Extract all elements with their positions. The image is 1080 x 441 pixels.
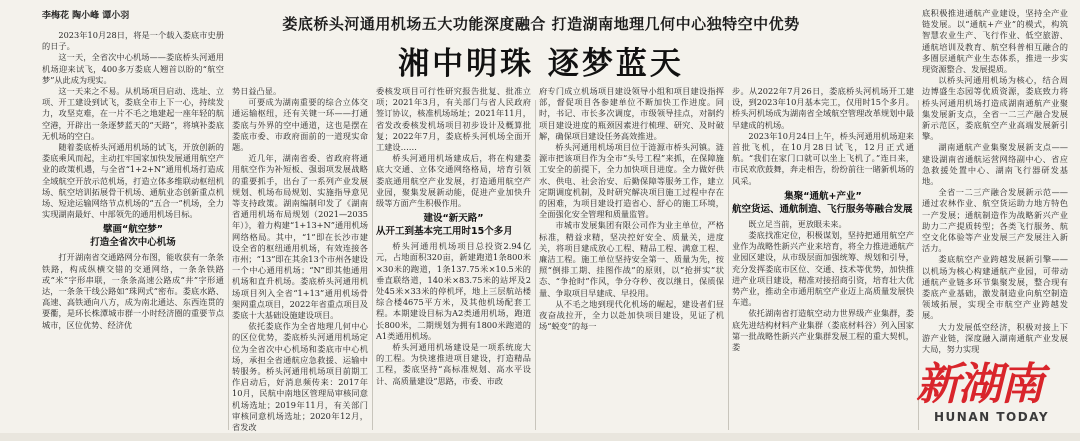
subheading-line: 擘画“航空梦” <box>103 224 163 236</box>
footer-strip <box>0 433 1080 441</box>
paragraph: 近几年，湖南省委、省政府将通用航空作为补短板、强弱项发展战略的重要抓手，出台了一系列产业发展规划、机场布局规划、实施指导意见等支持政策。湖南编制印发了《湖南省通用机场布局规划（2021—2035年）》，着力构建“1+13+N”通用机场网络格局。其中，“1”即在长沙市建设全省的枢纽通用机场，有效连接各市州；“13”即在其余13个市州各建设一个中心通用机场；“N”即其他通用机场和直升机场。娄底桥头河通用机场项目列入全省“1+13”通用机场骨架网重点项目，2022年省重点项目及娄底十大基础设施建设项目。 <box>232 153 368 321</box>
hunan-today-watermark <box>916 360 1066 430</box>
paragraph: 全省一二三产融合发展新示范——通过农林作业、航空货运助力地方特色一产发展；通航制造作为战略新兴产业助力二产提质转型；各类飞行服务、航空文化体验等产业发展三产发展注入新活力。 <box>922 187 1068 254</box>
paragraph: 2023年10月28日，将是一个载入娄底市史册的日子。 <box>42 30 224 52</box>
section-subheading <box>42 223 224 249</box>
paragraph: 湖南通航产业集聚发展新支点——建设湖南省通航运营网络副中心、省应急救援处置中心、湖南飞行器研发基地。 <box>922 142 1068 187</box>
paragraph: 从不毛之地到现代化机场的崛起，建设者们昼夜奋战拉开，全力以赴加快项目建设，见证了机场“蜕变”的每一 <box>539 298 724 332</box>
paragraph: 2023年10月24日上午，桥头河通用机场迎来首批飞机，在10月28日试飞，12月正式通航。“我们在家门口就可以坐上飞机了。”连日来，市民欢欣鼓舞，奔走相告，纷纷前往一睹新机场的风采。 <box>732 130 914 186</box>
paragraph: 桥头河通用机场项目总投资2.94亿元，占地面积320亩，新建跑道1条800米×30米的跑道，1条137.75米×10.5米的垂直联络道，140米×83.75米的站坪及2处45米×33米的停机坪，地上三层航站楼综合楼4675平方米，及其他机场配套工程。本期建设目标为A2类通用机场，跑道长800米，二期规划为拥有1800米跑道的A1类通用机场。 <box>376 241 531 341</box>
paragraph: 桥头河通用机场项目位于涟源市桥头河镇。涟源市把该项目作为全市“头号工程”来抓，在保障施工安全的前提下，全力加快项目进度。全力做好供水、供电、社会治安、后勤保障等服务工作，建立定期调度机制，及时研究解决项目施工过程中存在的困难，为项目建设打造省心、舒心的施工环境，全面强化安全管理和质量监管。 <box>539 142 724 220</box>
paragraph: 市城市发展集团有限公司作为业主单位，严格标准，精益求精，坚决控好安全、质量关，进度关，将项目建成放心工程、精品工程、满意工程、廉洁工程。施工单位坚持安全第一、质量为先，按照“倒排工期、挂图作战”的原则，以“抢拼实”状态、“争抢时”作风，争分夺秒、夜以继日，保质保量、争取项目早建成、早投用。 <box>539 220 724 298</box>
column-rule <box>372 100 373 430</box>
column-rule <box>228 100 229 430</box>
byline: 李梅花 陶小峰 谭小羽 <box>42 11 130 21</box>
watermark-english: HUNAN TODAY <box>934 410 1050 424</box>
paragraph: 既立足当前，更放眼未来。 <box>748 218 847 229</box>
paragraph: 随着娄底桥头河通用机场的试飞，开放创新的娄底乘风而起，主动扛牢国家加快发展通用航空产业的政策机遇，与全省“1+2+N”通用机场打造成全域航空开放示范机场，打造立体多维联动枢纽机场、航空培训拓展骨干机场、通航业态创新重点机场、短途运输网络节点机场的“五合一”机场，全力实现湖南最好、中部领先的通用机场目标。 <box>42 142 224 220</box>
subheading-line: 打造全省次中心机场 <box>90 237 176 249</box>
paragraph: 势日益凸显。 <box>232 86 282 96</box>
article-column-2 <box>232 86 368 432</box>
article-column-1 <box>42 30 224 432</box>
paragraph: 娄底找准定位，积极谋划，坚持把通用航空产业作为战略性新兴产业来培育，将全力推进通航产业园区建设，从市级层面加强统筹、规划和引导，充分发挥娄底市区位、交通、技术等优势，加快推进产业项目建设，精准对接招商引资，培育壮大优势产业，推动全市通用航空产业迈上高质量发展快车道。 <box>732 230 914 308</box>
paragraph: 大力发展低空经济，积极对接上下游产业链，深度融入湖南通航产业发展大局，努力实现 <box>922 321 1068 355</box>
subheading-line: 航空货运、通航制造、飞行服务等融合发展 <box>732 203 913 215</box>
paragraph: 这一天，全省次中心机场——娄底桥头河通用机场迎来试飞，400多万娄底人翘首以盼的“航空梦”从此成为现实。 <box>42 52 224 85</box>
paragraph: 依托娄底作为全省地理几何中心的区位优势，娄底桥头河通用机场定位为全省次中心机场和娄底市中心机场，承担全省通航应急救援、运输中转服务。桥头河通用机场项目前期工作启动后，好消息频传来：2017年10月，民航中南地区管理局审核同意机场选址；2019年11月，有关部门审核同意机场选址；2020年12月，省发改 <box>232 321 368 432</box>
headline: 湘中明珠 逐梦蓝天 <box>398 46 684 82</box>
section-subheading <box>732 190 914 216</box>
watermark-logo-text: 新湖南 <box>916 359 1042 410</box>
subheading-line: 集聚“通航+产业” <box>784 190 862 202</box>
article-column-4 <box>539 86 724 432</box>
paragraph: 步。从2022年7月26日，娄底桥头河机场开工建设，到2023年10月基本完工，仅用时15个多月。桥头河机场成为湖南省全域航空管理改革规划中最早建成的机场。 <box>732 86 914 130</box>
paragraph: 以桥头河通用机场为核心，结合周边博盛生态园等优质资源，娄底致力将桥头河通用机场打造成湖南通航产业聚集发展新支点，全省一二三产融合发展新示范区，娄底航空产业高端发展新引擎。 <box>922 75 1068 142</box>
article-column-5 <box>732 86 914 432</box>
paragraph: 委核发项目可行性研究报告批复、批准立项；2021年3月，有关部门与省人民政府签订协议，核准机场场址；2021年11月，省发改委核发机场项目初步设计及概算批复；2022年7月，娄底桥头河机场全面开工建设…… <box>376 86 531 153</box>
paragraph: 娄底航空产业跨越发展新引擎——以机场为核心构建通航产业园，可带动通航产业链多环节集聚发展，整合现有娄底产业基础，激发制造业向航空制造领域拓展，实现全市航空产业跨越发展。 <box>922 254 1068 321</box>
paragraph: 这一天来之不易。从机场项目启动、选址、立项、开工建设到试飞，娄底全市上下一心，持续发力，攻坚克难，在一片不毛之地建起一座年轻的航空港，开辟出一条逐梦蓝天的“天路”，将填补娄底无机场的空白。 <box>42 86 224 141</box>
subheading-line: 建设“新天路” <box>423 213 484 225</box>
kicker-title: 娄底桥头河通用机场五大功能深度融合 打造湖南地理几何中心独特空中优势 <box>282 15 800 33</box>
column-rule <box>728 100 729 430</box>
paragraph: 依托湖南省打造航空动力世界级产业集群，娄底先进结构材料产业集群（娄底材料谷）列入国家第一批战略性新兴产业集群发展工程的重大契机，娄 <box>732 308 914 353</box>
paragraph: 可要成为湖南重要的综合立体交通运输枢纽，还有关键一环——打通娄底与外界的空中通道，这也是摆在娄底市委、市政府面前的一道现实命题。 <box>232 97 368 153</box>
column-rule <box>535 100 536 430</box>
paragraph: 桥头河通用机场建设是一项系统庞大的工程。为快速推进项目建设，打造精品工程，娄底坚持“高标准规划、高水平设计、高质量建设”思路，市委、市政 <box>376 342 531 386</box>
section-subheading <box>376 212 531 238</box>
paragraph: 府专门成立机场项目建设领导小组和项目建设指挥部，督促项目各参建单位不断加快工作进度。同时，书记、市长多次调度，市级领导挂点，对制约项目建设进度的瓶颈因素进行梳理、研究、及时破解，确保项目建设任务高效推进。 <box>539 86 724 141</box>
paragraph: 打开湖南省交通路网分布图，能收获有一条条铁路，构成纵横交错的交通网络，一条条铁路或“米”字形串联，一条条高速公路成“井”字形通达，一条条干线公路如“珠网式”密布。娄底水路、高速、高铁通向八方，成为南北通达、东西连贯的要衢，是环长株潭城市群一小时经济圈的重要节点城市，区位优势、经济优 <box>42 252 224 330</box>
paragraph: 底积极推进通航产业建设，坚持全产业链发展。以“通航+产业”的模式，构筑智慧农业生产、飞行作业、低空旅游、通航培训及教育、航空科普相互融合的多圈层通航产业生态体系，推进一步实现资源整合、发展提质。 <box>922 8 1068 75</box>
subheading-line: 从开工到基本完工用时15个多月 <box>376 226 513 238</box>
article-column-3 <box>376 86 531 432</box>
paragraph: 桥头河通用机场建成后，将在构建娄底大交通、立体交通网络格局，培育引领娄底通用航空产业发展，打造通用航空产业园，聚集发展新动能，促进产业加快升级等方面产生积极作用。 <box>376 153 531 209</box>
